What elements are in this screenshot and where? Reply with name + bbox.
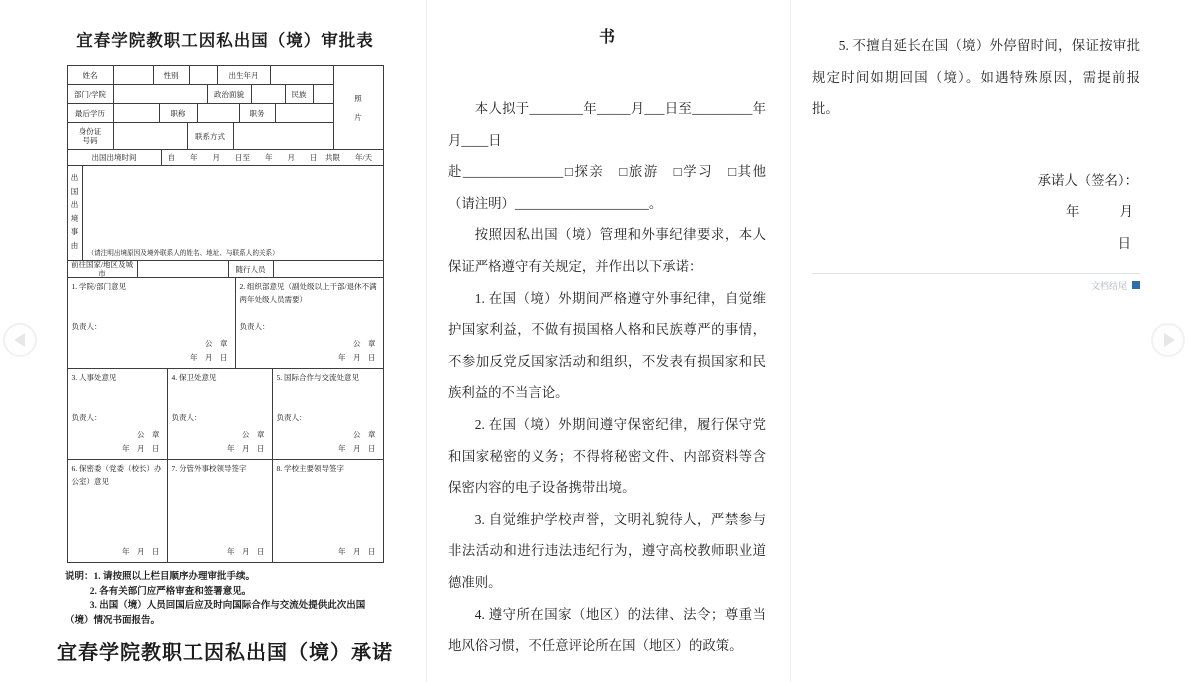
end-of-document-marker (812, 279, 1140, 292)
label-reason: 出国出境事由 (68, 166, 83, 260)
form-row-education (68, 104, 333, 123)
pledge-purpose-checkbox-line: 赴_______________□探亲 □旅游 □学习 □其他（请注明）____________________。 (448, 164, 766, 211)
approval-section-2 (236, 278, 383, 368)
field-ethnic (314, 85, 333, 103)
person-in-charge-label: 负责人： (171, 413, 202, 422)
pledge-item-1: 1. 在国（境）外期间严格遵守外事纪律，自觉维护国家利益，不做有损国格人格和民族尊严的事情，不参加反党反国家活动和组织，不发表有损国家和民族利益的不当言论。 (448, 290, 766, 401)
section-title: 6. 保密委（党委（校长）办公室）意见 (71, 464, 162, 486)
date-label: 年 月 日 (122, 547, 160, 556)
document-page-3 (812, 30, 1140, 292)
section-title: 1. 学院/部门意见 (71, 282, 127, 291)
label-education: 最后学历 (68, 104, 114, 122)
form-row-travel-time (68, 150, 383, 166)
section-title: 7. 分管外事校领导签字 (171, 464, 247, 473)
label-destination: 前往国家/地区及城市 (68, 261, 138, 277)
page-separator-1 (426, 0, 427, 682)
end-of-document-icon (1132, 281, 1140, 289)
label-political: 政治面貌 (208, 85, 252, 103)
label-name: 姓名 (68, 66, 114, 84)
approval-section-4 (168, 369, 273, 459)
approval-section-7 (168, 460, 273, 562)
label-contact: 联系方式 (188, 123, 234, 149)
form-row-id-contact (68, 123, 333, 149)
approval-row-1 (68, 278, 383, 369)
signature-day: 日 (1117, 235, 1131, 251)
label-travel-time: 出国出境时间 (68, 150, 162, 165)
field-political (252, 85, 286, 103)
document-page-2 (448, 28, 766, 662)
approval-row-2 (68, 369, 383, 460)
date-label: 年 月 日 (122, 444, 160, 453)
date-label: 年 月 日 (338, 444, 376, 453)
reason-note: （请注明出境原因及境外联系人的姓名、地址、与联系人的关系） (87, 250, 279, 257)
field-id-number (114, 123, 188, 149)
form-notes (65, 570, 385, 629)
person-in-charge-label: 负责人： (239, 322, 270, 331)
form-row-identity (68, 66, 333, 85)
approval-section-6 (68, 460, 168, 562)
section-title: 4. 保卫处意见 (171, 373, 217, 382)
form-row-reason (68, 166, 383, 261)
section-title: 3. 人事处意见 (71, 373, 117, 382)
approval-row-3 (68, 460, 383, 562)
person-in-charge-label: 负责人： (71, 322, 102, 331)
field-prof-title (198, 104, 240, 122)
label-prof-title: 职称 (160, 104, 198, 122)
signature-year-month: 年 月 (1066, 204, 1133, 220)
chevron-left-icon (14, 333, 25, 347)
person-in-charge-label: 负责人： (71, 413, 102, 422)
approval-form-table (67, 65, 384, 563)
label-id-number: 身份证号码 (68, 123, 114, 149)
label-duty: 职务 (240, 104, 276, 122)
form-row-destination (68, 261, 383, 278)
person-in-charge-label: 负责人： (276, 413, 307, 422)
label-companions: 随行人员 (229, 261, 274, 277)
field-reason (83, 166, 383, 260)
field-companions (274, 261, 383, 277)
end-of-document-label: 文档结尾 (1090, 280, 1127, 291)
signer-label: 承诺人（签名）： (1037, 172, 1138, 188)
pledge-intro: 按照因私出国（境）管理和外事纪律要求，本人保证严格遵守有关规定，并作出以下承诺： (448, 227, 766, 274)
section-title: 5. 国际合作与交流处意见 (276, 373, 359, 382)
photo-cell (333, 66, 383, 149)
seal-label: 公 章 (137, 430, 160, 439)
pledge-item-4: 4. 遵守所在国家（地区）的法律、法令；尊重当地风俗习惯，不任意评论所在国（地区）的政策。 (448, 606, 766, 654)
previous-page-button[interactable] (3, 323, 37, 357)
date-label: 年 月 日 (190, 353, 228, 362)
approval-section-8 (273, 460, 383, 562)
seal-label: 公 章 (242, 430, 265, 439)
end-of-document-divider (812, 273, 1140, 274)
note-3: 3. 出国（境）人员回国后应及时向国际合作与交流处提供此次出国（境）情况书面报告。 (65, 601, 366, 627)
label-department: 部门/学院 (68, 85, 114, 103)
photo-label: 照片 (354, 93, 362, 122)
form-row-department (68, 85, 333, 104)
field-birth (271, 66, 333, 84)
field-travel-time: 自 年 月 日至 年 月 日 共限 年/天 (167, 153, 373, 162)
document-page-1 (55, 0, 395, 665)
date-label: 年 月 日 (338, 547, 376, 556)
date-label: 年 月 日 (227, 444, 265, 453)
label-birth: 出生年月 (218, 66, 271, 84)
date-label: 年 月 日 (227, 547, 265, 556)
field-gender (190, 66, 218, 84)
pledge-item-3: 3. 自觉维护学校声誉，文明礼貌待人，严禁参与非法活动和进行违法违纪行为，遵守高校教师职业道德准则。 (448, 511, 766, 590)
approval-section-1 (68, 278, 236, 368)
note-2: 2. 各有关部门应严格审查和签署意见。 (89, 586, 252, 597)
label-ethnic: 民族 (286, 85, 314, 103)
pledge-title-part1: 宜春学院教职工因私出国（境）承诺 (57, 641, 393, 664)
field-contact (234, 123, 333, 149)
seal-label: 公 章 (205, 339, 228, 348)
pledge-dates-line: 本人拟于________年_____月___日至_________年月____日 (448, 101, 766, 148)
approval-section-5 (273, 369, 383, 459)
section-title: 8. 学校主要领导签字 (276, 464, 344, 473)
pledge-title-part2: 书 (598, 29, 615, 46)
form-title: 宜春学院教职工因私出国（境）审批表 (76, 31, 374, 50)
field-name (114, 66, 154, 84)
chevron-right-icon (1164, 333, 1175, 347)
approval-section-3 (68, 369, 168, 459)
pledge-item-5: 5. 不擅自延长在国（境）外停留时间，保证按审批规定时间如期回国（境）。如遇特殊原因，需提前报批。 (812, 38, 1140, 117)
page-separator-2 (790, 0, 791, 682)
field-duty (276, 104, 333, 122)
field-education (114, 104, 160, 122)
field-department (114, 85, 208, 103)
date-label: 年 月 日 (338, 353, 376, 362)
seal-label: 公 章 (353, 430, 376, 439)
label-gender: 性别 (154, 66, 190, 84)
seal-label: 公 章 (353, 339, 376, 348)
note-1: 说明：1. 请按照以上栏目顺序办理审批手续。 (65, 572, 256, 582)
section-title: 2. 组织部意见（副处级以上干部/退休不满两年处级人员需要） (239, 282, 377, 304)
field-destination (138, 261, 229, 277)
next-page-button[interactable] (1151, 323, 1185, 357)
pledge-item-2: 2. 在国（境）外期间遵守保密纪律，履行保守党和国家秘密的义务；不得将秘密文件、内部资料等含保密内容的电子设备携带出境。 (448, 416, 766, 496)
